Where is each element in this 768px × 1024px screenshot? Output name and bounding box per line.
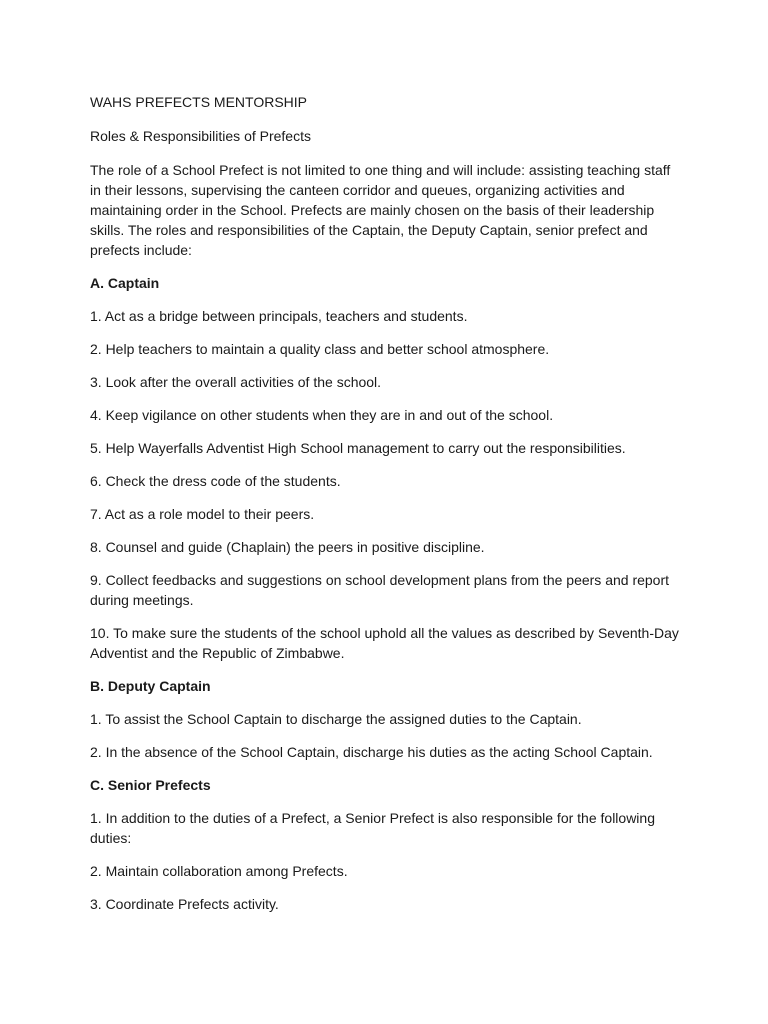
captain-item-4: 4. Keep vigilance on other students when they are in and out of the school. bbox=[90, 407, 554, 423]
senior-item-1: 1. In addition to the duties of a Prefect, a Senior Prefect is also responsible for the following duties: bbox=[90, 810, 655, 846]
deputy-item-1: 1. To assist the School Captain to discharge the assigned duties to the Captain. bbox=[90, 711, 582, 727]
captain-item-6: 6. Check the dress code of the students. bbox=[90, 473, 341, 489]
section-heading-senior-prefects: C. Senior Prefects bbox=[90, 777, 211, 793]
captain-item-5: 5. Help Wayerfalls Adventist High School management to carry out the responsibilities. bbox=[90, 440, 626, 456]
deputy-item-2: 2. In the absence of the School Captain, discharge his duties as the acting School Captain. bbox=[90, 744, 653, 760]
captain-item-9: 9. Collect feedbacks and suggestions on school development plans from the peers and report during meetings. bbox=[90, 572, 670, 608]
senior-item-2: 2. Maintain collaboration among Prefects. bbox=[90, 863, 348, 879]
document-title: WAHS PREFECTS MENTORSHIP bbox=[90, 94, 308, 110]
captain-item-7: 7. Act as a role model to their peers. bbox=[90, 506, 315, 522]
captain-item-10: 10. To make sure the students of the school uphold all the values as described by Seventh-Day Adventist and the Republic of Zimbabwe. bbox=[90, 625, 679, 661]
captain-item-8: 8. Counsel and guide (Chaplain) the peers in positive discipline. bbox=[90, 539, 485, 555]
intro-paragraph: The role of a School Prefect is not limited to one thing and will include: assisting teaching staff in their lessons, supervising the canteen corridor and queues, organizing activities and maintaining order in the School. Prefects are mainly chosen on the basis of their leadership skills. The roles and responsibilities of the Captain, the Deputy Captain, senior prefect and prefects include: bbox=[90, 162, 671, 258]
senior-item-3: 3. Coordinate Prefects activity. bbox=[90, 896, 279, 912]
captain-item-1: 1. Act as a bridge between principals, teachers and students. bbox=[90, 308, 468, 324]
document-subtitle: Roles & Responsibilities of Prefects bbox=[90, 128, 311, 144]
document-page bbox=[90, 92, 680, 927]
section-heading-captain: A. Captain bbox=[90, 275, 160, 291]
captain-item-3: 3. Look after the overall activities of the school. bbox=[90, 374, 382, 390]
section-heading-deputy-captain: B. Deputy Captain bbox=[90, 678, 211, 694]
captain-item-2: 2. Help teachers to maintain a quality class and better school atmosphere. bbox=[90, 341, 550, 357]
